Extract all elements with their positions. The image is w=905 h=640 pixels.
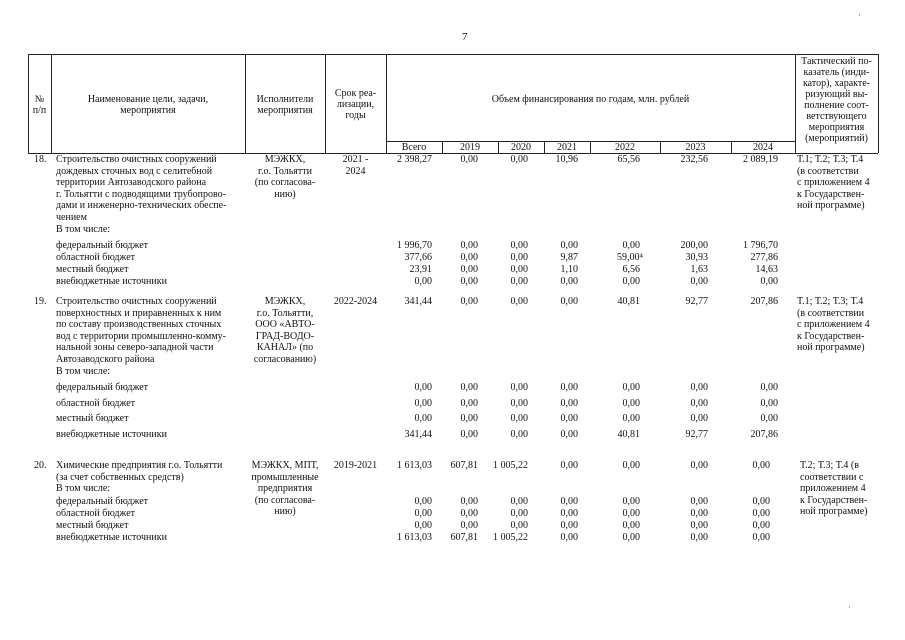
value-2022: 0,00 [622, 276, 640, 287]
value-2024: 2 089,19 [743, 154, 778, 165]
value-2021: 0,00 [560, 240, 578, 251]
page-number: 7 [462, 31, 468, 43]
value-2021: 0,00 [560, 520, 578, 531]
value-2024: 0,00 [752, 460, 770, 471]
value-2020: 1 005,22 [493, 460, 528, 471]
value-2020: 0,00 [510, 496, 528, 507]
subrow-label: внебюджетные источники [56, 276, 167, 287]
value-2023: 0,00 [690, 460, 708, 471]
value-total: 0,00 [414, 276, 432, 287]
row-term: 2022-2024 [333, 296, 378, 307]
value-2019: 0,00 [460, 429, 478, 440]
value-2024: 0,00 [760, 382, 778, 393]
value-2022: 0,00 [622, 520, 640, 531]
value-total: 0,00 [414, 496, 432, 507]
value-2020: 0,00 [510, 398, 528, 409]
subheader-2024: 2024 [753, 142, 773, 153]
value-2020: 0,00 [510, 429, 528, 440]
value-2022: 59,00⁴ [617, 252, 643, 263]
subrow-label: федеральный бюджет [56, 496, 149, 507]
value-2024: 0,00 [752, 508, 770, 519]
value-2022: 0,00 [622, 413, 640, 424]
value-2020: 0,00 [510, 413, 528, 424]
value-2021: 0,00 [560, 398, 578, 409]
value-2019: 0,00 [460, 296, 478, 307]
value-total: 23,91 [409, 264, 432, 275]
value-2024: 0,00 [752, 520, 770, 531]
value-2020: 0,00 [510, 154, 528, 165]
value-2023: 0,00 [690, 276, 708, 287]
value-total: 377,66 [404, 252, 432, 263]
value-2024: 0,00 [752, 496, 770, 507]
value-2024: 0,00 [752, 532, 770, 543]
value-2022: 0,00 [622, 382, 640, 393]
value-2022: 0,00 [622, 398, 640, 409]
value-2020: 0,00 [510, 520, 528, 531]
value-2019: 0,00 [460, 413, 478, 424]
value-2019: 0,00 [460, 382, 478, 393]
row-executors: МЭЖКХ, г.о. Тольятти, ООО «АВТО- ГРАД-ВОДО- КАНАЛ» (по согласованию) [253, 296, 317, 365]
subrow-label: внебюджетные источники [56, 532, 167, 543]
header-executors: Исполнители мероприятия [256, 94, 314, 116]
value-2019: 0,00 [460, 398, 478, 409]
row-term: 2021 - 2024 [342, 154, 369, 177]
value-2023: 1,63 [690, 264, 708, 275]
value-total: 1 613,03 [397, 460, 432, 471]
value-2022: 0,00 [622, 240, 640, 251]
header-term: Срок реа- лизации, годы [334, 88, 377, 121]
value-2021: 0,00 [560, 296, 578, 307]
value-2023: 200,00 [680, 240, 708, 251]
value-2020: 0,00 [510, 382, 528, 393]
subrow-label: областной бюджет [56, 508, 136, 519]
row-name: Химические предприятия г.о. Тольятти (за счет собственных средств) В том числе: [56, 460, 223, 495]
value-2022: 6,56 [622, 264, 640, 275]
value-2024: 1 796,70 [743, 240, 778, 251]
header-financing: Объем финансирования по годам, млн. рублей [491, 94, 690, 105]
row-executors: МЭЖКХ, г.о. Тольятти (по согласова- нию) [254, 154, 316, 200]
value-2019: 0,00 [460, 252, 478, 263]
value-2024: 207,86 [750, 296, 778, 307]
subrow-label: внебюджетные источники [56, 429, 167, 440]
row-number: 19. [34, 296, 47, 307]
subheader-2019: 2019 [460, 142, 480, 153]
row-indicator: Т.1; Т.2; Т.3; Т.4 (в соответстви с приложением 4 к Государствен- ной программе) [797, 154, 870, 212]
value-total: 0,00 [414, 382, 432, 393]
value-2023: 0,00 [690, 532, 708, 543]
value-2019: 0,00 [460, 240, 478, 251]
value-2019: 0,00 [460, 276, 478, 287]
value-2022: 40,81 [617, 429, 640, 440]
value-2019: 0,00 [460, 154, 478, 165]
value-total: 0,00 [414, 413, 432, 424]
value-2021: 1,10 [560, 264, 578, 275]
value-2021: 0,00 [560, 460, 578, 471]
value-2023: 92,77 [685, 429, 708, 440]
value-2023: 0,00 [690, 520, 708, 531]
value-2022: 0,00 [622, 508, 640, 519]
value-2020: 1 005,22 [493, 532, 528, 543]
value-2023: 232,56 [680, 154, 708, 165]
value-total: 0,00 [414, 398, 432, 409]
subheader-2022: 2022 [615, 142, 635, 153]
value-2020: 0,00 [510, 252, 528, 263]
value-2021: 0,00 [560, 382, 578, 393]
value-2019: 607,81 [450, 532, 478, 543]
header-name: Наименование цели, задачи, мероприятия [87, 94, 209, 116]
value-2022: 0,00 [622, 460, 640, 471]
subrow-label: местный бюджет [56, 413, 129, 424]
scan-speck: · [848, 602, 851, 612]
value-2024: 0,00 [760, 276, 778, 287]
value-2021: 9,87 [560, 252, 578, 263]
value-2024: 0,00 [760, 413, 778, 424]
row-name: Строительство очистных сооружений поверхностных и приравненных к ним по составу производственных сточных вод с территории промышленно-комму- нальной зоны северо-западной части Автозаводского района В том числе: [56, 296, 227, 377]
subrow-label: местный бюджет [56, 520, 129, 531]
value-total: 0,00 [414, 520, 432, 531]
value-2020: 0,00 [510, 264, 528, 275]
row-name: Строительство очистных сооружений дождевых сточных вод с селитебной территории Автозаводского района г. Тольятти с подводящими трубопрово- дами и инженерно-технических обеспе- чением В том числе: [56, 154, 227, 235]
subrow-label: федеральный бюджет [56, 240, 149, 251]
value-2021: 0,00 [560, 413, 578, 424]
subrow-label: областной бюджет [56, 398, 136, 409]
value-total: 2 398,27 [397, 154, 432, 165]
value-2020: 0,00 [510, 276, 528, 287]
value-total: 1 613,03 [397, 532, 432, 543]
scan-speck: · [858, 10, 861, 20]
row-number: 18. [34, 154, 47, 165]
value-2022: 0,00 [622, 496, 640, 507]
value-2019: 607,81 [450, 460, 478, 471]
value-2023: 0,00 [690, 398, 708, 409]
row-executors: МЭЖКХ, МПТ, промышленные предприятия (по согласова- нию) [251, 460, 319, 518]
value-2023: 0,00 [690, 382, 708, 393]
value-2021: 0,00 [560, 508, 578, 519]
value-2019: 0,00 [460, 496, 478, 507]
value-2023: 0,00 [690, 413, 708, 424]
value-2023: 0,00 [690, 508, 708, 519]
subrow-label: местный бюджет [56, 264, 129, 275]
value-2021: 10,96 [555, 154, 578, 165]
value-2019: 0,00 [460, 520, 478, 531]
row-term: 2019-2021 [333, 460, 378, 471]
value-2021: 0,00 [560, 276, 578, 287]
row-indicator: Т.2; Т.3; Т.4 (в соответствии с приложением 4 к Государствен- ной программе) [800, 460, 868, 518]
subheader-total: Всего [401, 142, 427, 153]
value-2021: 0,00 [560, 532, 578, 543]
subheader-2021: 2021 [557, 142, 577, 153]
value-2024: 207,86 [750, 429, 778, 440]
value-2020: 0,00 [510, 296, 528, 307]
subrow-label: областной бюджет [56, 252, 136, 263]
value-2021: 0,00 [560, 496, 578, 507]
value-total: 0,00 [414, 508, 432, 519]
value-2024: 14,63 [755, 264, 778, 275]
row-number: 20. [34, 460, 47, 471]
row-indicator: Т.1; Т.2; Т.3; Т.4 (в соответствии с приложением 4 к Государствен- ной программе) [797, 296, 870, 354]
subheader-2023: 2023 [685, 142, 706, 153]
value-2022: 40,81 [617, 296, 640, 307]
value-total: 1 996,70 [397, 240, 432, 251]
value-2024: 0,00 [760, 398, 778, 409]
value-2019: 0,00 [460, 264, 478, 275]
value-2023: 0,00 [690, 496, 708, 507]
value-2020: 0,00 [510, 240, 528, 251]
value-2021: 0,00 [560, 429, 578, 440]
value-2023: 30,93 [685, 252, 708, 263]
subrow-label: федеральный бюджет [56, 382, 149, 393]
subheader-2020: 2020 [511, 142, 531, 153]
value-2022: 0,00 [622, 532, 640, 543]
header-indicator: Тактический по- казатель (инди- катор), характе- ризующий вы- полнение соот- ветствующего мероприятия (мероприятий) [801, 56, 872, 144]
header-num: № п/п [32, 94, 47, 116]
value-2023: 92,77 [685, 296, 708, 307]
value-2022: 65,56 [617, 154, 640, 165]
value-2024: 277,86 [750, 252, 778, 263]
value-2020: 0,00 [510, 508, 528, 519]
value-total: 341,44 [404, 296, 432, 307]
value-total: 341,44 [404, 429, 432, 440]
value-2019: 0,00 [460, 508, 478, 519]
table-header [28, 54, 878, 154]
